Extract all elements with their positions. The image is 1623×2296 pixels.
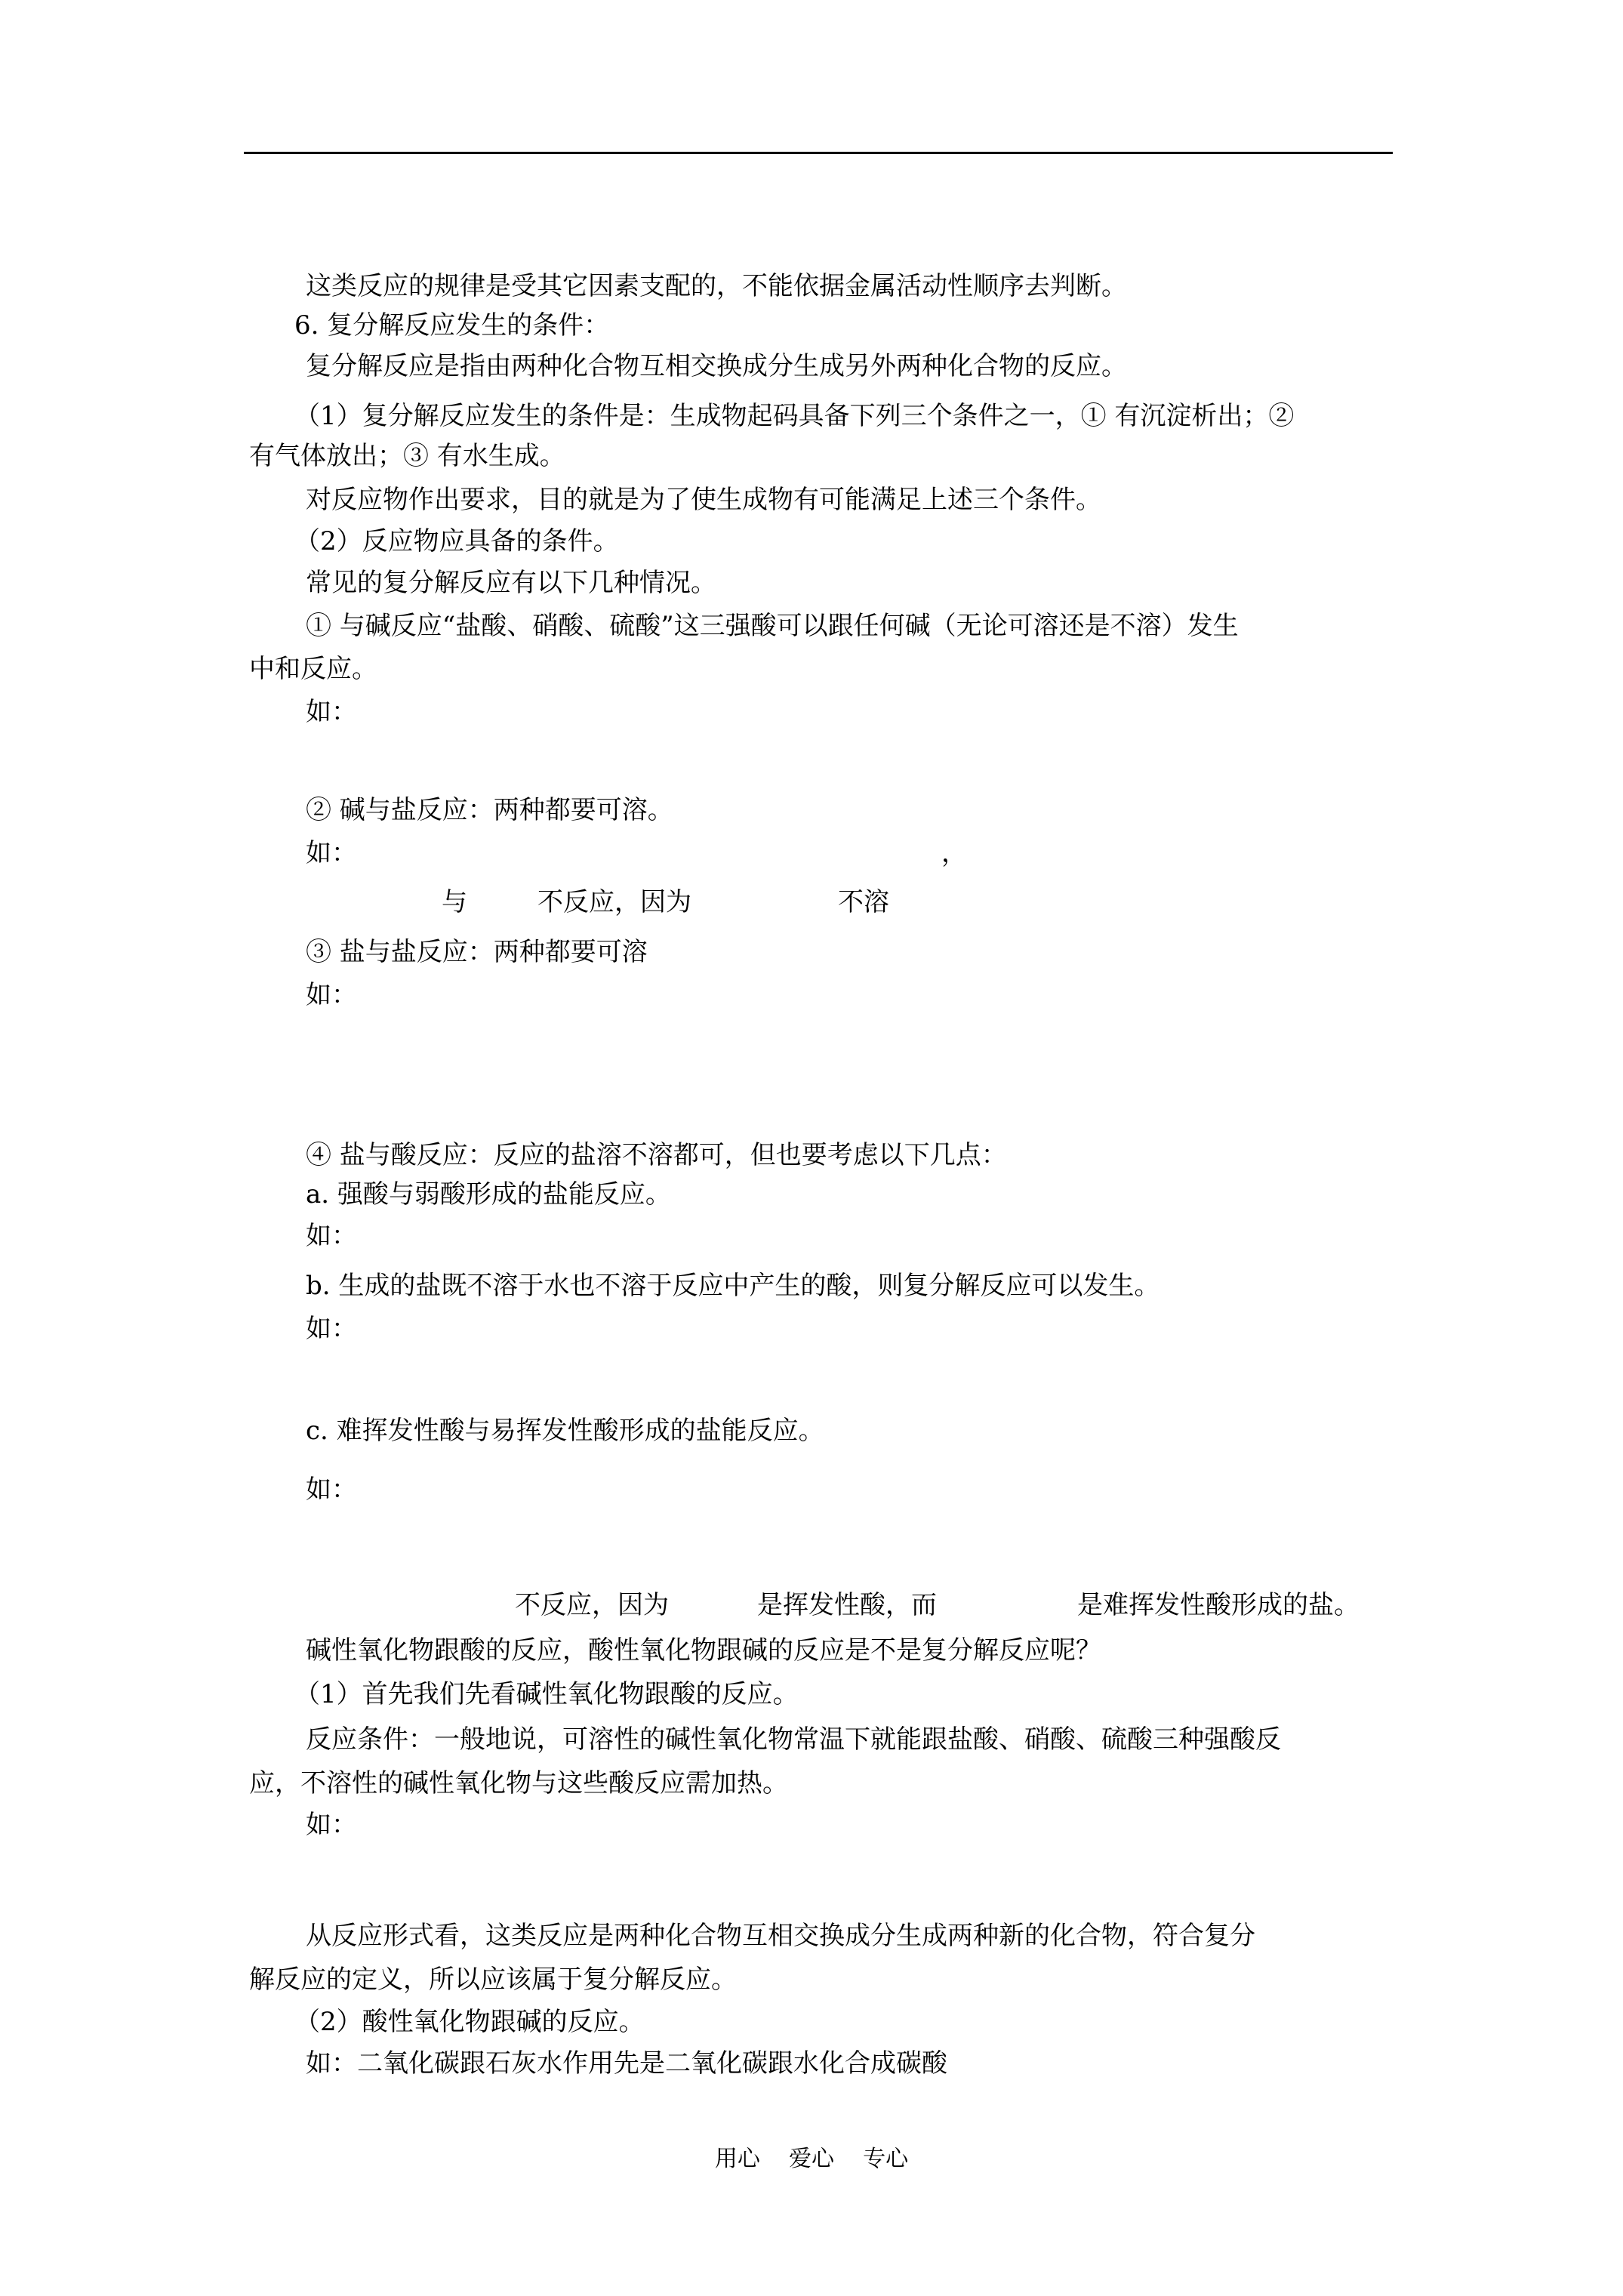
text-line: 如： (306, 1810, 357, 1840)
text-line: （1）复分解反应发生的条件是：生成物起码具备下列三个条件之一，① 有沉淀析出；② (294, 401, 1295, 431)
text-fragment: 不反应，因为 (515, 1590, 669, 1620)
text-line: ③ 盐与盐反应：两种都要可溶 (306, 937, 648, 967)
text-fragment: 是难挥发性酸形成的盐。 (1077, 1590, 1360, 1620)
text-line: ① 与碱反应“盐酸、硝酸、硫酸”这三强酸可以跟任何碱（无论可溶还是不溶）发生 (306, 611, 1239, 641)
header-rule (244, 152, 1393, 154)
text-line: b. 生成的盐既不溶于水也不溶于反应中产生的酸，则复分解反应可以发生。 (306, 1271, 1160, 1301)
text-fragment: 不反应，因为 (537, 887, 691, 917)
text-line: （1）首先我们先看碱性氧化物跟酸的反应。 (294, 1679, 799, 1709)
text-line: 如： (306, 1221, 357, 1251)
text-line: （2）酸性氧化物跟碱的反应。 (294, 2007, 645, 2037)
text-line: 对反应物作出要求，目的就是为了使生成物有可能满足上述三个条件。 (306, 485, 1101, 515)
text-fragment: 与 (442, 887, 467, 917)
text-line: 如： (306, 1475, 357, 1505)
section-heading: 6. 复分解反应发生的条件： (294, 310, 610, 341)
text-line: ② 碱与盐反应：两种都要可溶。 (306, 795, 673, 825)
text-fragment: 不溶 (838, 887, 889, 917)
text-line: 反应条件：一般地说，可溶性的碱性氧化物常温下就能跟盐酸、硝酸、硫酸三种强酸反 (306, 1724, 1281, 1755)
text-line: 中和反应。 (249, 654, 377, 684)
text-line: c. 难挥发性酸与易挥发性酸形成的盐能反应。 (306, 1416, 824, 1446)
text-line: a. 强酸与弱酸形成的盐能反应。 (306, 1179, 671, 1210)
text-line: 应，不溶性的碱性氧化物与这些酸反应需加热。 (249, 1768, 788, 1798)
text-line: 如： (306, 980, 357, 1010)
text-fragment: ， (941, 838, 967, 868)
page-footer: 用心 爱心 专心 (714, 2146, 909, 2172)
text-line: 常见的复分解反应有以下几种情况。 (306, 568, 716, 598)
text-line: 复分解反应是指由两种化合物互相交换成分生成另外两种化合物的反应。 (306, 351, 1127, 381)
text-fragment: 是挥发性酸，而 (757, 1590, 937, 1620)
text-line: 有气体放出；③ 有水生成。 (249, 441, 565, 471)
text-line: 从反应形式看，这类反应是两种化合物互相交换成分生成两种新的化合物，符合复分 (306, 1921, 1255, 1951)
text-line: 如： (306, 697, 357, 727)
text-line: 如： (306, 838, 357, 868)
text-line: ④ 盐与酸反应：反应的盐溶不溶都可，但也要考虑以下几点： (306, 1140, 1007, 1170)
text-line: （2）反应物应具备的条件。 (294, 526, 619, 556)
text-line: 如：二氧化碳跟石灰水作用先是二氧化碳跟水化合成碳酸 (306, 2048, 947, 2079)
text-line: 这类反应的规律是受其它因素支配的，不能依据金属活动性顺序去判断。 (306, 271, 1127, 301)
text-line: 如： (306, 1314, 357, 1344)
text-line: 解反应的定义，所以应该属于复分解反应。 (249, 1965, 737, 1995)
text-line: 碱性氧化物跟酸的反应，酸性氧化物跟碱的反应是不是复分解反应呢？ (306, 1635, 1101, 1666)
